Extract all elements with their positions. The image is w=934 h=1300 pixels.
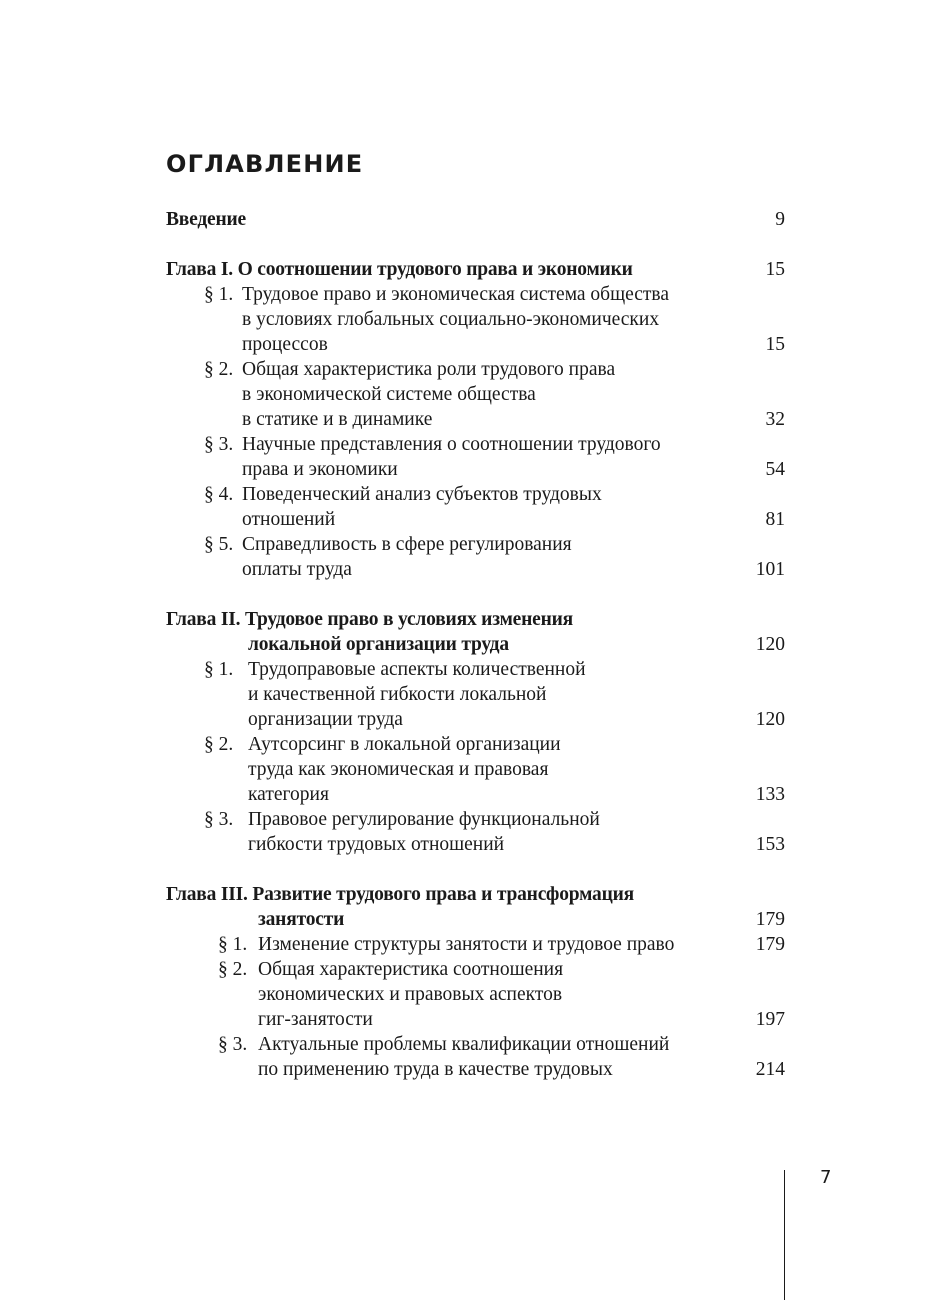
section-title-line: гиг-занятости (258, 1009, 373, 1030)
chapter-title-line: локальной организации труда (248, 634, 509, 655)
toc-entry-chapter[interactable] (166, 607, 785, 657)
section-title-line: в условиях глобальных социально-экономических (242, 309, 660, 330)
chapter-title-line: Глава II. Трудовое право в условиях изменения (166, 609, 574, 630)
section-page: 32 (765, 409, 785, 430)
introduction-title: Введение (166, 209, 246, 230)
section-title-line: по применению труда в качестве трудовых (258, 1059, 613, 1080)
section-title-line: труда как экономическая и правовая (248, 759, 549, 780)
chapter-title-line: Глава I. О соотношении трудового права и экономики (166, 259, 633, 280)
toc-entry-introduction[interactable] (166, 207, 785, 232)
toc-entry-section[interactable] (166, 357, 785, 432)
toc-entry-section[interactable] (166, 657, 785, 732)
section-title-line: Аутсорсинг в локальной организации (248, 734, 561, 755)
toc-entry-section[interactable] (166, 732, 785, 807)
toc-entry-section[interactable] (166, 932, 785, 957)
section-title-line: Справедливость в сфере регулирования (242, 534, 572, 555)
section-page: 153 (755, 834, 785, 855)
section-page: 197 (755, 1009, 785, 1030)
section-page: 101 (755, 559, 785, 580)
section-number: § 3. (204, 809, 234, 830)
section-title-line: права и экономики (242, 459, 398, 480)
chapter-page: 15 (765, 259, 785, 280)
toc-entry-section[interactable] (166, 1032, 785, 1082)
section-number: § 3. (218, 1034, 248, 1055)
section-title-line: экономических и правовых аспектов (258, 984, 563, 1005)
toc-entry-section[interactable] (166, 432, 785, 482)
section-page: 81 (765, 509, 785, 530)
section-page: 120 (755, 709, 785, 730)
section-title-line: Поведенческий анализ субъектов трудовых (242, 484, 602, 505)
toc-entry-chapter[interactable] (166, 257, 785, 282)
section-number: § 2. (218, 959, 248, 980)
section-page: 133 (755, 784, 785, 805)
section-title-line: гибкости трудовых отношений (248, 834, 505, 855)
section-title-line: отношений (242, 509, 336, 530)
section-title-line: категория (248, 784, 329, 805)
section-title-line: процессов (242, 334, 328, 355)
section-number: § 1. (204, 284, 234, 305)
toc-entry-section[interactable] (166, 957, 785, 1032)
toc-entry-section[interactable] (166, 282, 785, 357)
section-title-line: Изменение структуры занятости и трудовое право (258, 934, 675, 955)
chapter-title-line: занятости (258, 909, 345, 930)
section-page: 179 (755, 934, 785, 955)
section-number: § 5. (204, 534, 234, 555)
section-title-line: в экономической системе общества (242, 384, 536, 405)
section-number: § 2. (204, 734, 234, 755)
section-number: § 2. (204, 359, 234, 380)
section-title-line: в статике и в динамике (242, 409, 433, 430)
section-title-line: Трудоправовые аспекты количественной (248, 659, 586, 680)
margin-rule (784, 1170, 785, 1300)
section-number: § 3. (204, 434, 234, 455)
section-title-line: Общая характеристика соотношения (258, 959, 564, 980)
page-title: ОГЛАВЛЕНИЕ (166, 150, 364, 178)
section-title-line: Правовое регулирование функциональной (248, 809, 600, 830)
toc-entry-chapter[interactable] (166, 882, 785, 932)
toc-entry-section[interactable] (166, 807, 785, 857)
section-title-line: Трудовое право и экономическая система общества (242, 284, 670, 305)
section-title-line: оплаты труда (242, 559, 352, 580)
toc-entry-section[interactable] (166, 482, 785, 532)
section-title-line: Актуальные проблемы квалификации отношений (258, 1034, 670, 1055)
section-title-line: Общая характеристика роли трудового права (242, 359, 616, 380)
section-number: § 1. (204, 659, 234, 680)
chapter-page: 120 (755, 634, 785, 655)
chapter-page: 179 (755, 909, 785, 930)
chapter-title-line: Глава III. Развитие трудового права и трансформация (166, 884, 635, 905)
section-number: § 4. (204, 484, 234, 505)
section-page: 15 (765, 334, 785, 355)
page-number: 7 (820, 1167, 832, 1188)
introduction-page: 9 (775, 209, 785, 230)
section-title-line: и качественной гибкости локальной (248, 684, 547, 705)
section-page: 54 (765, 459, 785, 480)
section-title-line: Научные представления о соотношении трудового (242, 434, 661, 455)
section-number: § 1. (218, 934, 248, 955)
table-of-contents (166, 207, 785, 1082)
toc-entry-section[interactable] (166, 532, 785, 582)
section-title-line: организации труда (248, 709, 403, 730)
section-page: 214 (755, 1059, 785, 1080)
